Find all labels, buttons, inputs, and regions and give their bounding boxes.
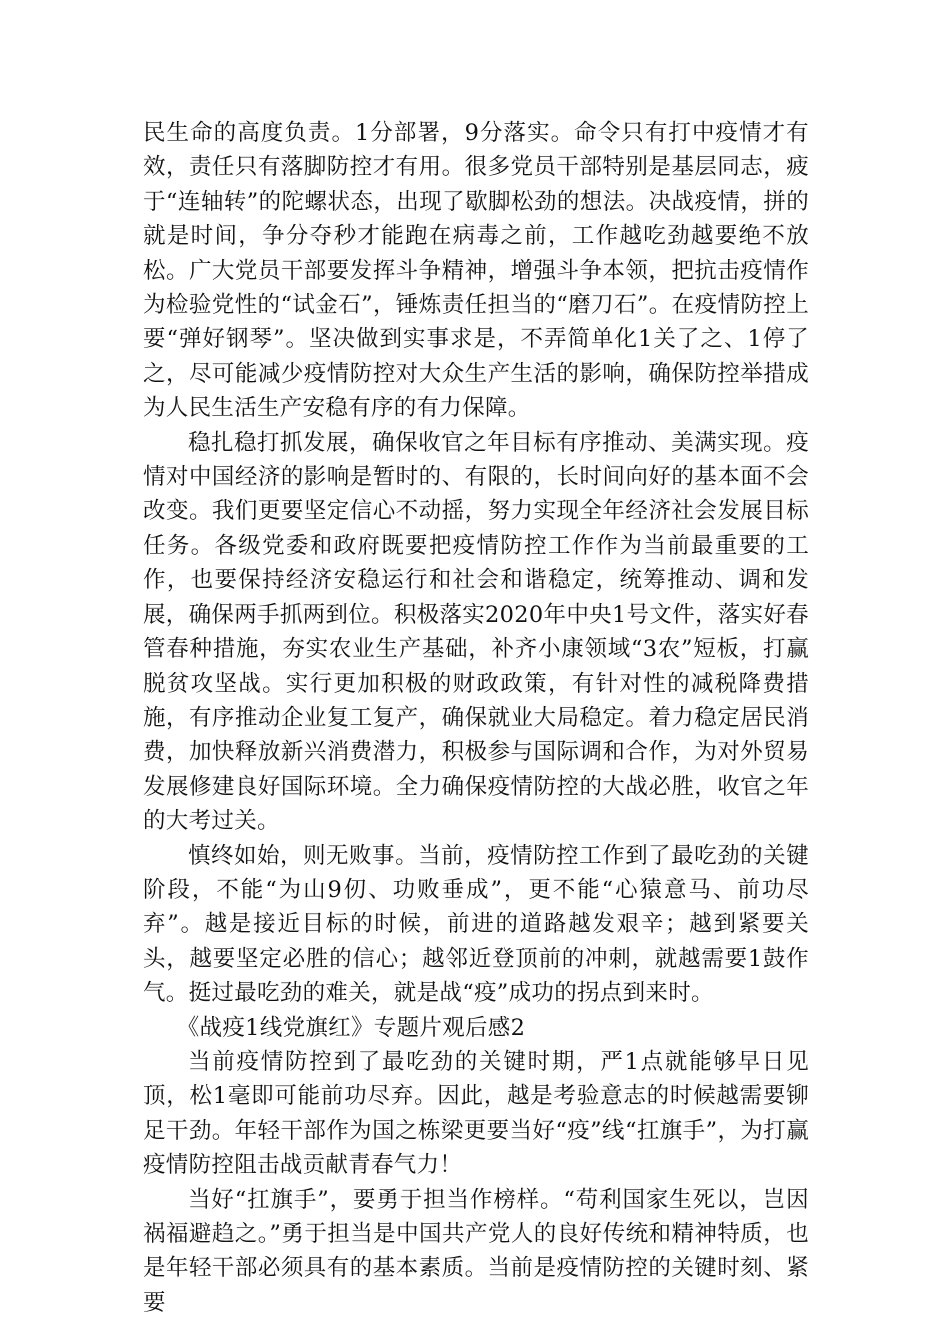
paragraph-5: 当好“扛旗手”，要勇于担当作榜样。“苟利国家生死以，岂因祸福避趋之。”勇于担当是中国共产党人的良好传统和精神特质，也是年轻干部必须具有的基本素质。当前是疫情防控的关键时刻、紧要 bbox=[143, 1186, 809, 1316]
paragraph-1: 民生命的高度负责。1分部署，9分落实。命令只有打中疫情才有效，责任只有落脚防控才有用。很多党员干部特别是基层同志，疲于“连轴转”的陀螺状态，出现了歇脚松劲的想法。决战疫情，拼的就是时间，争分夺秒才能跑在病毒之前，工作越吃劲越要绝不放松。广大党员干部要发挥斗争精神，增强斗争本领，把抗击疫情作为检验党性的“试金石”，锤炼责任担当的“磨刀石”。在疫情防控上要“弹好钢琴”。坚决做到实事求是，不弄简单化1关了之、1停了之，尽可能减少疫情防控对大众生产生活的影响，确保防控举措成为人民生活生产安稳有序的有力保障。 bbox=[143, 120, 809, 422]
paragraph-4: 当前疫情防控到了最吃劲的关键时期，严1点就能够早日见顶，松1毫即可能前功尽弃。因此，越是考验意志的时候越需要铆足干劲。年轻干部作为国之栋梁更要当好“疫”线“扛旗手”，为打赢疫情防控阻击战贡献青春气力！ bbox=[143, 1048, 809, 1179]
paragraph-3: 慎终如始，则无败事。当前，疫情防控工作到了最吃劲的关键阶段，不能“为山9仞、功败垂成”，更不能“心猿意马、前功尽弃”。越是接近目标的时候，前进的道路越发艰辛；越到紧要关头，越要坚定必胜的信心；越邻近登顶前的冲刺，就越需要1鼓作气。挺过最吃劲的难关，就是战“疫”成功的拐点到来时。 bbox=[143, 842, 809, 1007]
paragraph-2: 稳扎稳打抓发展，确保收官之年目标有序推动、美满实现。疫情对中国经济的影响是暂时的、有限的，长时间向好的基本面不会改变。我们更要坚定信心不动摇，努力实现全年经济社会发展目标任务。各级党委和政府既要把疫情防控工作作为当前最重要的工作，也要保持经济安稳运行和社会和谐稳定，统筹推动、调和发展，确保两手抓两到位。积极落实2020年中央1号文件，落实好春管春种措施，夯实农业生产基础，补齐小康领域“3农”短板，打赢脱贫攻坚战。实行更加积极的财政政策，有针对性的减税降费措施，有序推动企业复工复产，确保就业大局稳定。着力稳定居民消费，加快释放新兴消费潜力，积极参与国际调和合作，为对外贸易发展修建良好国际环境。全力确保疫情防控的大战必胜，收官之年的大考过关。 bbox=[143, 429, 809, 835]
document-body bbox=[143, 116, 809, 1320]
section-title: 《战疫1线党旗红》专题片观后感2 bbox=[176, 1014, 526, 1041]
